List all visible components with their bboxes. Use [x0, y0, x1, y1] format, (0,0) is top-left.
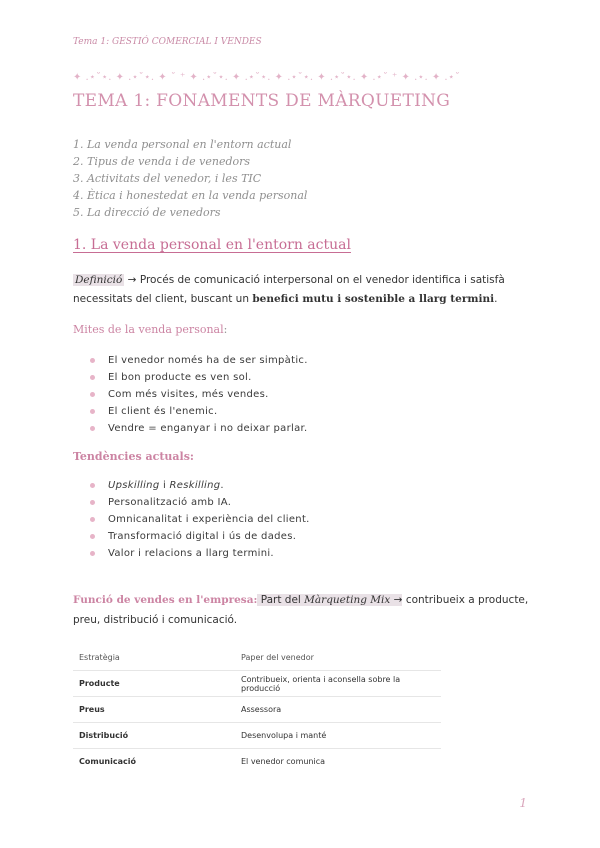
list-item-text: Omnicanalitat i experiència del client. [108, 514, 310, 525]
table-cell: Distribució [73, 723, 235, 749]
sales-function-highlight [257, 594, 402, 606]
list-item [90, 545, 310, 562]
trend-italic-reskilling: Reskilling [169, 480, 221, 491]
table-cell: Producte [73, 671, 235, 697]
bullet-icon [90, 534, 95, 539]
definition-arrow: → [124, 274, 140, 286]
toc-item[interactable]: 2. Tipus de venda i de venedors [73, 155, 251, 168]
page-number: 1 [519, 796, 527, 810]
list-item-text: Valor i relacions a llarg termini. [108, 548, 274, 559]
list-item-text: El venedor només ha de ser simpàtic. [108, 355, 308, 366]
highlight-italic: Màrqueting Mix [304, 594, 391, 606]
page-title: TEMA 1: FONAMENTS DE MÀRQUETING [73, 91, 451, 111]
sales-function-paragraph [73, 590, 535, 630]
sales-function-rest: contribueix a producte, preu, distribució i comunicació. [73, 594, 529, 626]
myths-heading-text: Mites de la venda personal [73, 323, 224, 336]
sparkle-divider: ✦ .⋆˚⋆. ✦ .⋆˚⋆. ✦ ˚ ⁺ ✦ .⋆˚⋆. ✦ .⋆˚⋆. ✦ .⋆˚⋆. ✦ .⋆˚⋆. ✦ .⋆˚ ⁺ ✦ .⋆. ✦ .⋆˚ [73, 72, 461, 83]
table-cell: Comunicació [79, 757, 136, 766]
trend-end: . [220, 480, 224, 491]
list-item [90, 528, 310, 545]
bullet-icon [90, 517, 95, 522]
table-header-cell: Estratègia [73, 645, 235, 671]
bullet-icon [90, 392, 95, 397]
list-item-text: Personalització amb IA. [108, 497, 232, 508]
toc-item[interactable]: 5. La direcció de venedors [73, 206, 221, 219]
running-header: Tema 1: GESTIÓ COMERCIAL I VENDES [73, 37, 262, 47]
definition-bold: benefici mutu i sostenible a llarg termini [252, 293, 495, 305]
table-row [73, 697, 441, 723]
table-row [73, 723, 441, 749]
list-item [90, 352, 308, 369]
definition-text: Procés de comunicació interpersonal on el venedor identifica i satisfà necessitats del client, buscant un [73, 274, 505, 305]
list-item [90, 369, 308, 386]
strategy-table [73, 645, 441, 774]
trends-list [90, 477, 310, 562]
list-item-text: Com més visites, més vendes. [108, 389, 269, 400]
list-item-text: Vendre = enganyar i no deixar parlar. [108, 423, 308, 434]
bullet-icon [90, 483, 95, 488]
definition-end: . [494, 293, 498, 305]
myths-list [90, 352, 308, 437]
trends-heading: Tendències actuals: [73, 450, 194, 463]
toc-item[interactable]: 3. Activitats del venedor, i les TIC [73, 172, 262, 185]
definition-term: Definició [75, 274, 123, 286]
definition-paragraph [73, 271, 535, 309]
list-item [90, 403, 308, 420]
list-item [90, 494, 310, 511]
table-cell: Assessora [235, 697, 441, 723]
table-cell: Contribueix, orienta i aconsella sobre la producció [235, 671, 441, 697]
list-item [90, 477, 310, 494]
trend-connector: i [159, 480, 170, 491]
table-of-contents [73, 136, 307, 221]
myths-heading [73, 323, 227, 336]
bullet-icon [90, 375, 95, 380]
trend-italic-upskilling: Upskilling [108, 480, 160, 491]
highlight-pre: Part del [257, 594, 305, 606]
bullet-icon [90, 551, 95, 556]
list-item-text: El bon producte es ven sol. [108, 372, 252, 383]
myths-heading-colon: : [223, 323, 228, 336]
table-header-row [73, 645, 441, 671]
bullet-icon [90, 426, 95, 431]
list-item [90, 511, 310, 528]
toc-item[interactable]: 1. La venda personal en l'entorn actual [73, 138, 292, 151]
table-header-cell: Paper del venedor [235, 645, 441, 671]
section-heading: 1. La venda personal en l'entorn actual [73, 237, 351, 253]
toc-item[interactable]: 4. Ètica i honestedat en la venda personal [73, 189, 308, 202]
list-item-text: Transformació digital i ús de dades. [108, 531, 297, 542]
bullet-icon [90, 409, 95, 414]
table-row [73, 749, 441, 775]
list-item [90, 386, 308, 403]
table-cell: Preus [73, 697, 235, 723]
list-item [90, 420, 308, 437]
list-item-text: El client és l'enemic. [108, 406, 218, 417]
highlight-arrow: → [390, 594, 403, 606]
table-row [73, 671, 441, 697]
sales-function-lead: Funció de vendes en l'empresa: [73, 594, 258, 606]
table-cell: Desenvolupa i manté [235, 723, 441, 749]
table-cell: El venedor comunica [241, 757, 326, 766]
bullet-icon [90, 500, 95, 505]
list-item-text [108, 480, 224, 491]
bullet-icon [90, 358, 95, 363]
